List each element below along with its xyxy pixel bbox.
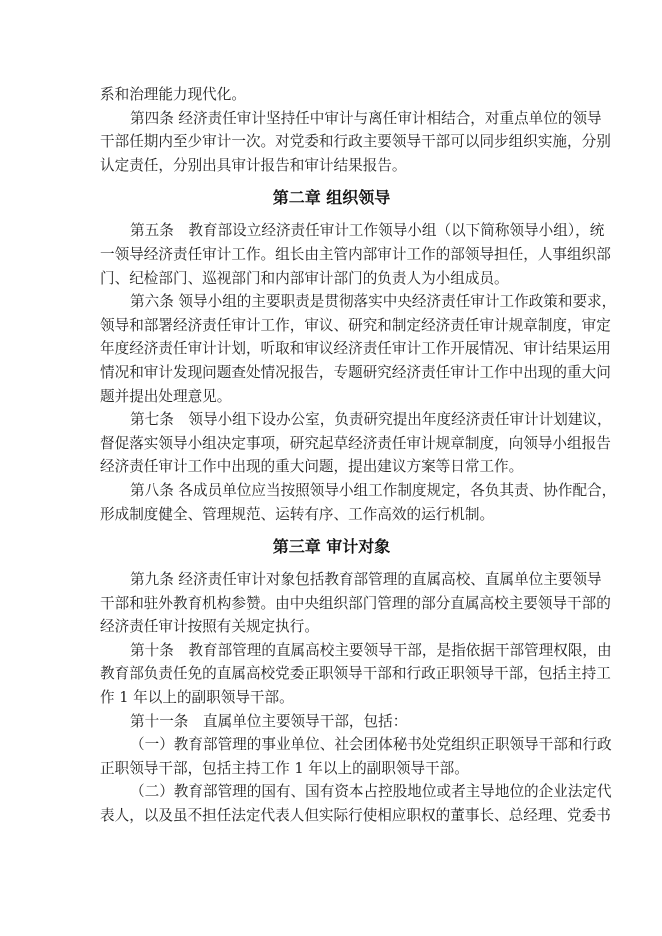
text-line: 干部和驻外教育机构参赞。由中央组织部门管理的部分直属高校主要领导干部的	[100, 594, 611, 612]
article-paragraph	[100, 479, 617, 526]
text-line: 作 1 年以上的副职领导干部。	[100, 689, 294, 707]
text-line: 系和治理能力现代化。	[100, 86, 246, 103]
article-paragraph	[100, 290, 617, 408]
text-line: 门、纪检部门、巡视部门和内部审计部门的负责人为小组成员。	[100, 269, 509, 287]
text-line: 第七条 领导小组下设办公室，负责研究提出年度经济责任审计计划建议，	[130, 411, 612, 429]
text-line: 第八条 各成员单位应当按照领导小组工作制度规定，各负其责、协作配合，	[130, 481, 617, 499]
text-line: 督促落实领导小组决定事项，研究起草经济责任审计规章制度，向领导小组报告	[100, 434, 611, 452]
text-line: 第十条 教育部管理的直属高校主要领导干部，是指依据干部管理权限，由	[130, 641, 612, 659]
article-paragraph	[100, 780, 612, 827]
text-line: 第六条 领导小组的主要职责是贯彻落实中央经济责任审计工作政策和要求，	[130, 293, 617, 311]
text-line: 第五条 教育部设立经济责任审计工作领导小组（以下简称领导小组），统	[130, 222, 605, 240]
text-line: （一）教育部管理的事业单位、社会团体秘书处党组织正职领导干部和行政	[130, 736, 612, 754]
article-paragraph	[100, 710, 563, 734]
text-line: 正职领导干部，包括主持工作 1 年以上的副职领导干部。	[100, 759, 469, 777]
text-line: 经济责任审计工作中出现的重大问题，提出建议方案等日常工作。	[100, 458, 524, 476]
text-line: 一领导经济责任审计工作。组长由主管内部审计工作的部领导担任，人事组织部	[100, 245, 611, 263]
text-line: 经济责任审计按照有关规定执行。	[100, 618, 319, 636]
text-line: 情况和审计发现问题查处情况报告，专题研究经济责任审计工作中出现的重大问	[100, 363, 611, 381]
text-line: 领导和部署经济责任审计工作，审议、研究和制定经济责任审计规章制度，审定	[100, 316, 611, 334]
text-line: 第四条 经济责任审计坚持任中审计与离任审计相结合，对重点单位的领导	[130, 109, 602, 127]
text-line: 认定责任，分别出具审计报告和审计结果报告。	[100, 156, 407, 174]
text-line: 第九条 经济责任审计对象包括教育部管理的直属高校、直属单位主要领导	[130, 571, 602, 589]
text-line: 表人，以及虽不担任法定代表人但实际行使相应职权的董事长、总经理、党委书	[100, 807, 611, 825]
text-line: 第十一条 直属单位主要领导干部，包括：	[130, 712, 408, 730]
article-paragraph	[100, 408, 612, 479]
chapter-heading: 第二章 组织领导	[272, 188, 391, 208]
text-line: （二）教育部管理的国有、国有资本占控股地位或者主导地位的企业法定代	[130, 783, 612, 801]
text-line: 题并提出处理意见。	[100, 387, 232, 405]
article-paragraph	[100, 568, 611, 639]
article-paragraph	[100, 219, 611, 290]
text-line: 年度经济责任审计计划，听取和审议经济责任审计工作开展情况、审计结果运用	[100, 340, 611, 358]
article-paragraph	[100, 639, 612, 710]
text-line: 干部任期内至少审计一次。对党委和行政主要领导干部可以同步组织实施，分别	[100, 133, 611, 151]
text-line: 形成制度健全、管理规范、运转有序、工作高效的运行机制。	[100, 505, 495, 523]
article-paragraph	[100, 83, 563, 107]
chapter-heading: 第三章 审计对象	[272, 537, 391, 557]
article-paragraph	[100, 733, 612, 780]
document-page	[100, 83, 617, 828]
text-line: 教育部负责任免的直属高校党委正职领导干部和行政正职领导干部，包括主持工	[100, 665, 611, 683]
article-paragraph	[100, 107, 611, 178]
